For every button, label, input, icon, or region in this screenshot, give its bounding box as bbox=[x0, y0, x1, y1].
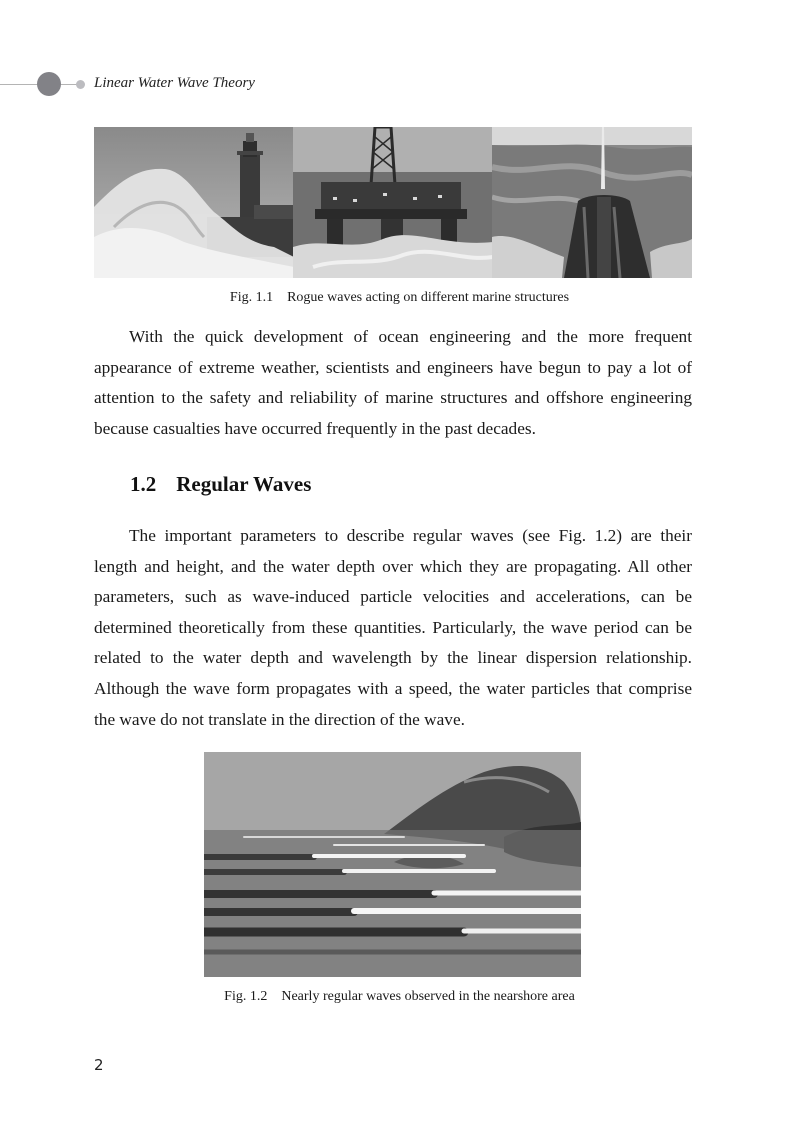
paragraph-line: appearance of extreme weather, scientists and engineers have begun to pay a lot of bbox=[94, 357, 692, 377]
figure-1-2-label: Fig. 1.2 bbox=[224, 989, 268, 1004]
paragraph-line: parameters, such as wave-induced particle velocities and accelerations, can be bbox=[94, 587, 692, 607]
running-title: Linear Water Wave Theory bbox=[94, 75, 255, 91]
paragraph-line: determined theoretically from these quantities. Particularly, the wave period can be bbox=[94, 617, 692, 637]
paragraph-1 bbox=[94, 322, 692, 444]
figure-1-1-caption bbox=[0, 290, 799, 306]
paragraph-line: attention to the safety and reliability of marine structures and offshore engineering bbox=[94, 388, 692, 408]
figure-1-2-photo bbox=[204, 752, 581, 977]
figure-1-2-caption-text: Nearly regular waves observed in the nearshore area bbox=[281, 989, 575, 1004]
section-number: 1.2 bbox=[130, 472, 157, 496]
figure-1-1-caption-text: Rogue waves acting on different marine structures bbox=[287, 290, 570, 305]
section-title: Regular Waves bbox=[176, 472, 312, 496]
paragraph-line: related to the water depth and wavelength by the linear dispersion relationship. bbox=[94, 648, 692, 668]
paragraph-line: because casualties have occurred frequently in the past decades. bbox=[94, 418, 536, 438]
paragraph-line: Although the wave form propagates with a speed, the water particles that comprise bbox=[94, 678, 692, 698]
page-number: 2 bbox=[94, 1056, 104, 1074]
paragraph-line: With the quick development of ocean engineering and the more frequent bbox=[129, 327, 692, 346]
section-heading bbox=[130, 472, 311, 497]
header-small-dot bbox=[76, 80, 85, 89]
photo-lighthouse bbox=[94, 127, 294, 278]
figure-1-1 bbox=[94, 127, 692, 278]
figure-1-2-caption bbox=[0, 989, 799, 1005]
paragraph-line: the wave do not translate in the direction of the wave. bbox=[94, 709, 465, 729]
photo-ship-bow bbox=[492, 127, 692, 278]
paragraph-2 bbox=[94, 521, 692, 735]
figure-1-1-label: Fig. 1.1 bbox=[229, 290, 274, 305]
photo-offshore-platform bbox=[293, 127, 493, 278]
paragraph-line: length and height, and the water depth over which they are propagating. All other bbox=[94, 556, 692, 576]
paragraph-line: The important parameters to describe regular waves (see Fig. 1.2) are their bbox=[129, 526, 692, 545]
header-large-dot bbox=[37, 72, 61, 96]
